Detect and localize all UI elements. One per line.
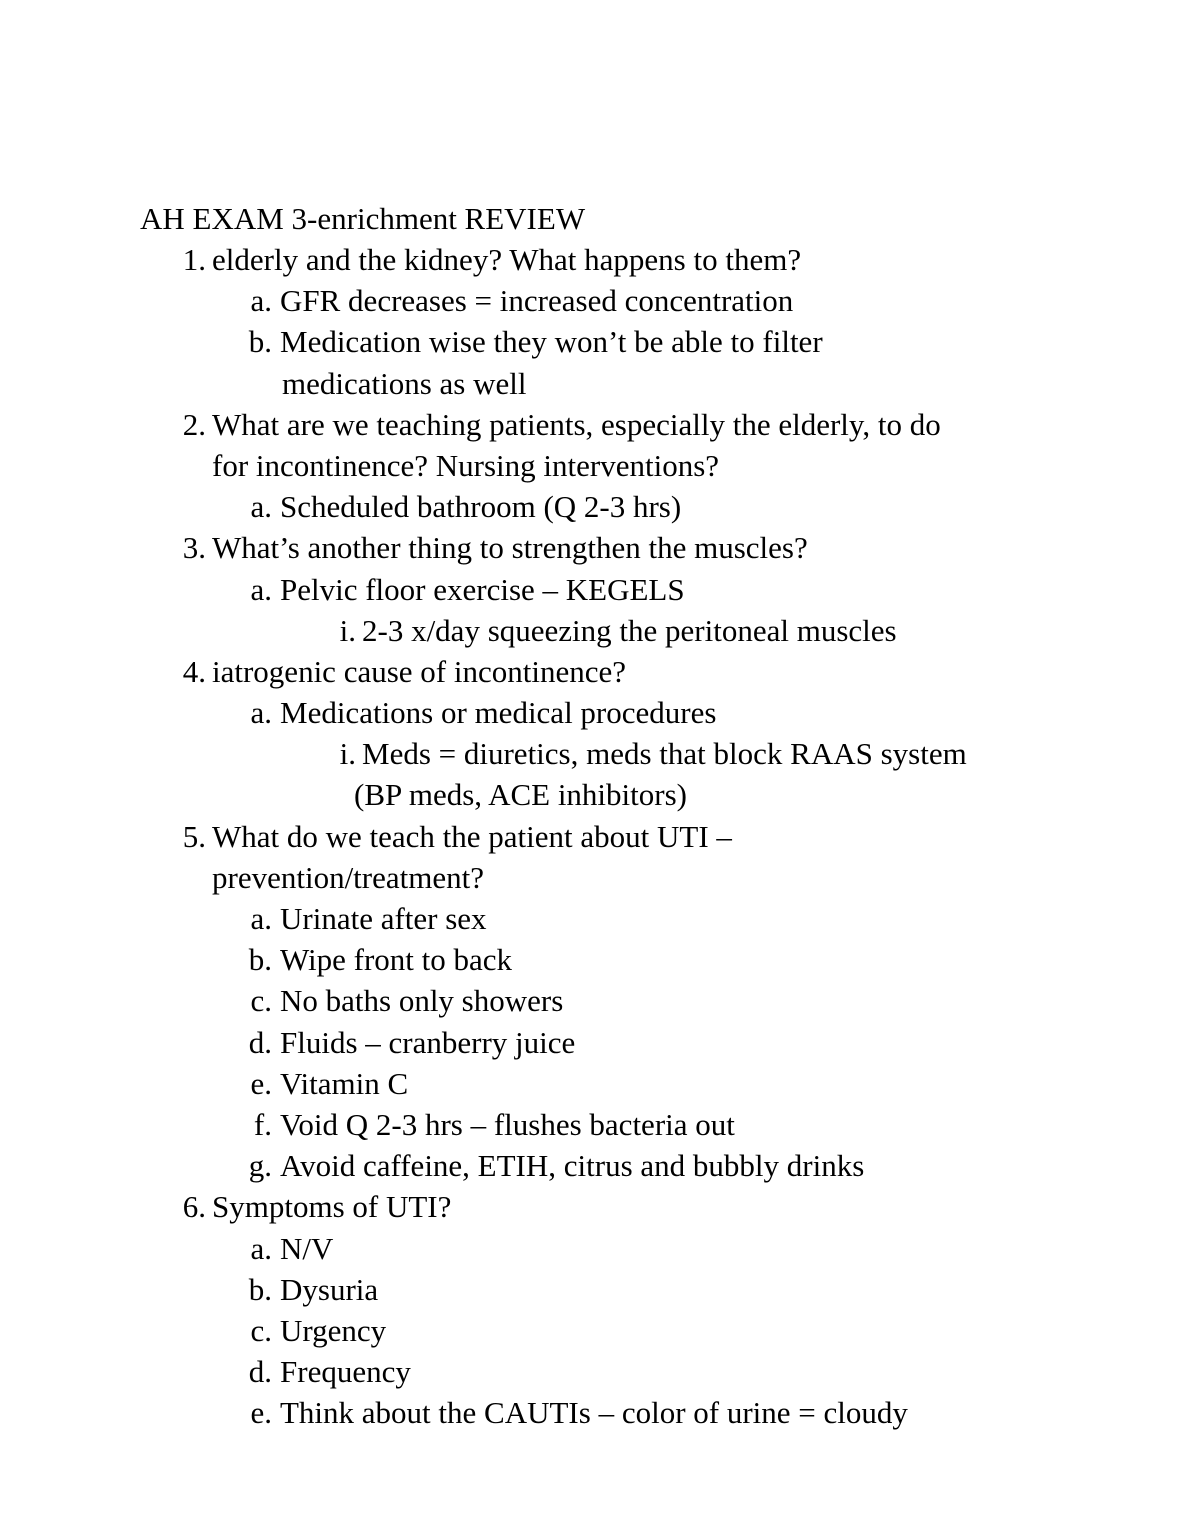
list-marker: 1. (182, 242, 206, 277)
list-item-text: iatrogenic cause of incontinence? (212, 653, 626, 689)
outline-item (0, 816, 1200, 857)
list-marker: b. (248, 324, 272, 360)
list-item-text: Think about the CAUTIs – color of urine = cloudy (280, 1395, 908, 1431)
list-marker: g. (248, 1148, 272, 1184)
list-item-text: What do we teach the patient about UTI – (212, 818, 732, 854)
list-marker: f. (253, 1106, 272, 1142)
list-item-text: Medications or medical procedures (280, 695, 717, 731)
document-title: AH EXAM 3-enrichment REVIEW (140, 201, 586, 236)
outline-continuation-line (0, 363, 1200, 404)
list-marker: 6. (182, 1189, 206, 1225)
list-item-text: Frequency (280, 1354, 411, 1390)
outline-item (0, 569, 1200, 610)
list-marker: 5. (182, 818, 206, 854)
outline-item (0, 1310, 1200, 1351)
list-marker: a. (250, 1230, 272, 1266)
list-item-text: (BP meds, ACE inhibitors) (354, 777, 687, 813)
list-marker: e. (250, 1065, 272, 1101)
list-item-text: No baths only showers (280, 983, 564, 1019)
outline-item (0, 1063, 1200, 1104)
list-item-text: Urgency (280, 1312, 387, 1348)
list-item-text: Wipe front to back (280, 942, 513, 978)
list-item-text: Urinate after sex (280, 901, 487, 936)
list-marker: b. (248, 942, 272, 978)
list-marker: c. (250, 983, 272, 1019)
list-marker: e. (250, 1395, 272, 1431)
outline-item (0, 1104, 1200, 1145)
outline-item (0, 610, 1200, 651)
outline-item (0, 239, 1200, 280)
outline-item (0, 1145, 1200, 1186)
list-marker: d. (248, 1024, 272, 1060)
list-item-text: Symptoms of UTI? (212, 1189, 452, 1225)
list-item-text: What’s another thing to strengthen the muscles? (212, 530, 808, 566)
outline-item (0, 280, 1200, 321)
list-marker: b. (248, 1271, 272, 1307)
list-item-text: 2-3 x/day squeezing the peritoneal muscles (362, 612, 897, 648)
list-item-text: Meds = diuretics, meds that block RAAS system (362, 736, 967, 772)
outline-item (0, 404, 1200, 445)
outline-continuation-line (0, 857, 1200, 898)
outline-item (0, 1186, 1200, 1227)
outline-item (0, 1351, 1200, 1392)
list-item-text: Medication wise they won’t be able to filter (280, 324, 823, 360)
list-item-text: medications as well (282, 365, 527, 401)
list-marker: a. (250, 571, 272, 607)
list-marker: c. (250, 1312, 272, 1348)
list-item-text: elderly and the kidney? What happens to them? (212, 242, 802, 277)
list-item-text: Fluids – cranberry juice (280, 1024, 576, 1060)
list-marker: a. (250, 901, 272, 936)
list-item-text: prevention/treatment? (212, 859, 484, 895)
outline-continuation-line (0, 445, 1200, 486)
list-item-text: GFR decreases = increased concentration (280, 283, 794, 319)
list-marker: 4. (182, 653, 206, 689)
list-item-text: Void Q 2-3 hrs – flushes bacteria out (280, 1106, 735, 1142)
list-item-text: Vitamin C (280, 1065, 409, 1101)
outline-item (0, 1022, 1200, 1063)
outline-item (0, 1228, 1200, 1269)
list-marker: i. (339, 736, 356, 772)
list-marker: a. (250, 283, 272, 319)
list-item-text: N/V (280, 1230, 334, 1266)
outline-continuation-line (0, 774, 1200, 815)
list-marker: a. (250, 695, 272, 731)
list-item-text: Pelvic floor exercise – KEGELS (280, 571, 685, 607)
list-item-text: What are we teaching patients, especially the elderly, to do (212, 406, 941, 442)
outline-item (0, 321, 1200, 362)
outline-item (0, 651, 1200, 692)
list-marker: d. (248, 1354, 272, 1390)
list-item-text: Scheduled bathroom (Q 2-3 hrs) (280, 489, 682, 525)
outline-item (0, 898, 1200, 939)
list-item-text: Dysuria (280, 1271, 379, 1307)
outline-list (0, 239, 1200, 1433)
outline-item (0, 980, 1200, 1021)
outline-item (0, 692, 1200, 733)
outline-item (0, 1392, 1200, 1433)
outline-item (0, 527, 1200, 568)
outline-item (0, 939, 1200, 980)
list-marker: a. (250, 489, 272, 525)
list-marker: i. (339, 612, 356, 648)
list-marker: 3. (182, 530, 206, 566)
list-marker: 2. (182, 406, 206, 442)
outline-item (0, 486, 1200, 527)
outline-item (0, 733, 1200, 774)
outline-item (0, 1269, 1200, 1310)
list-item-text: for incontinence? Nursing interventions? (212, 447, 720, 483)
list-item-text: Avoid caffeine, ETIH, citrus and bubbly drinks (280, 1148, 865, 1184)
